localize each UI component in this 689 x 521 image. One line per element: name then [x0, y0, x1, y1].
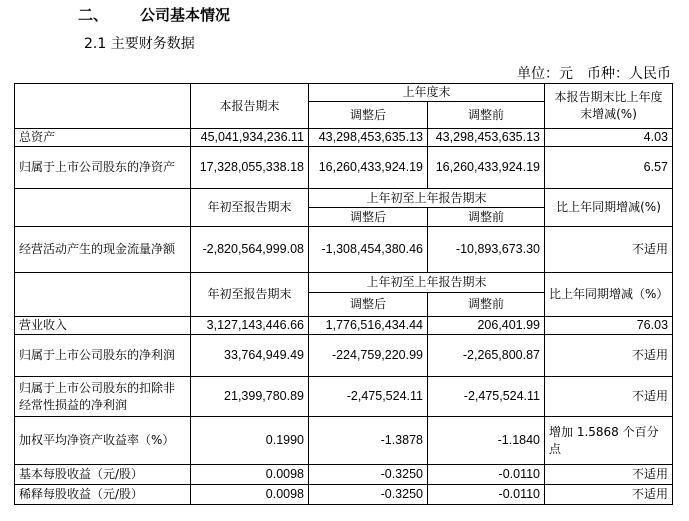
- section-heading: [78, 4, 230, 25]
- header-ytd: 年初至报告期末: [191, 273, 309, 317]
- value-current: -2,820,564,999.08: [191, 227, 309, 273]
- header-prev-year-end: 上年度末: [309, 84, 545, 102]
- value-change: 不适用: [545, 227, 673, 273]
- header-prev-period: 上年初至上年报告期末: [309, 189, 545, 208]
- value-adjusted-before: 43,298,453,635.13: [428, 129, 545, 147]
- value-change: 增加 1.5868 个百分点: [545, 417, 673, 465]
- header-adjusted-before: 调整前: [428, 208, 545, 227]
- section-number: 二、: [78, 6, 109, 24]
- value-adjusted-before: -2,475,524.11: [428, 377, 545, 417]
- section-title: 公司基本情况: [140, 6, 231, 24]
- value-adjusted-after: -0.3250: [309, 465, 428, 485]
- table-row: [15, 227, 673, 273]
- value-change: 不适用: [545, 335, 673, 377]
- value-current: 33,764,949.49: [191, 335, 309, 377]
- value-adjusted-before: -2,265,800.87: [428, 335, 545, 377]
- table-row: [15, 417, 673, 465]
- subsection-title: 2.1 主要财务数据: [84, 36, 195, 52]
- value-change: 76.03: [545, 317, 673, 335]
- value-adjusted-after: 43,298,453,635.13: [309, 129, 428, 147]
- blank-header-cell: [15, 84, 191, 129]
- header-adjusted-after: 调整后: [309, 208, 428, 227]
- value-adjusted-after: -224,759,220.99: [309, 335, 428, 377]
- header-adjusted-before: 调整前: [428, 293, 545, 317]
- row-label: 归属于上市公司股东的扣除非经常性损益的净利润: [15, 377, 191, 417]
- header-adjusted-after: 调整后: [309, 102, 428, 129]
- header-adjusted-after: 调整后: [309, 293, 428, 317]
- value-change: 4.03: [545, 129, 673, 147]
- row-label: 归属于上市公司股东的净利润: [15, 335, 191, 377]
- value-current: 3,127,143,446.66: [191, 317, 309, 335]
- header-adjusted-before: 调整前: [428, 102, 545, 129]
- row-label: 稀释每股收益（元/股）: [15, 485, 191, 505]
- value-adjusted-after: -2,475,524.11: [309, 377, 428, 417]
- value-adjusted-after: -1,308,454,380.46: [309, 227, 428, 273]
- value-current: 0.0098: [191, 465, 309, 485]
- row-label: 归属于上市公司股东的净资产: [15, 147, 191, 189]
- value-adjusted-before: 16,260,433,924.19: [428, 147, 545, 189]
- value-adjusted-after: -1.3878: [309, 417, 428, 465]
- value-adjusted-before: -1.1840: [428, 417, 545, 465]
- row-label: 经营活动产生的现金流量净额: [15, 227, 191, 273]
- value-change: 不适用: [545, 377, 673, 417]
- value-change: 不适用: [545, 465, 673, 485]
- table-row: [15, 335, 673, 377]
- value-current: 45,041,934,236.11: [191, 129, 309, 147]
- row-label: 基本每股收益（元/股）: [15, 465, 191, 485]
- unit-currency-line: 单位：元 币种：人民币: [517, 66, 671, 82]
- table-row: [15, 129, 673, 147]
- value-adjusted-after: 16,260,433,924.19: [309, 147, 428, 189]
- row-label: 加权平均净资产收益率（%）: [15, 417, 191, 465]
- value-current: 21,399,780.89: [191, 377, 309, 417]
- value-adjusted-before: -10,893,673.30: [428, 227, 545, 273]
- header-current-period-end: 本报告期末: [191, 84, 309, 129]
- value-adjusted-before: 206,401.99: [428, 317, 545, 335]
- table-row: [15, 465, 673, 485]
- header-change-vs-prev-year-end: 本报告期末比上年度末增减(%): [545, 84, 673, 129]
- header-ytd: 年初至报告期末: [191, 189, 309, 227]
- blank-header-cell: [15, 189, 191, 227]
- value-current: 17,328,055,338.18: [191, 147, 309, 189]
- value-current: 0.1990: [191, 417, 309, 465]
- value-change: 不适用: [545, 485, 673, 505]
- value-adjusted-before: -0.0110: [428, 465, 545, 485]
- header-change-yoy: 比上年同期增减(%): [545, 189, 673, 227]
- table-row: [15, 485, 673, 505]
- value-adjusted-before: -0.0110: [428, 485, 545, 505]
- blank-header-cell: [15, 273, 191, 317]
- row-label: 总资产: [15, 129, 191, 147]
- table-row: [15, 317, 673, 335]
- value-change: 6.57: [545, 147, 673, 189]
- value-adjusted-after: -0.3250: [309, 485, 428, 505]
- value-current: 0.0098: [191, 485, 309, 505]
- header-change-yoy: 比上年同期增减（%）: [545, 273, 673, 317]
- row-label: 营业收入: [15, 317, 191, 335]
- header-prev-period: 上年初至上年报告期末: [309, 273, 545, 293]
- table-row: [15, 147, 673, 189]
- table-row: [15, 377, 673, 417]
- value-adjusted-after: 1,776,516,434.44: [309, 317, 428, 335]
- financial-data-table: [14, 83, 673, 505]
